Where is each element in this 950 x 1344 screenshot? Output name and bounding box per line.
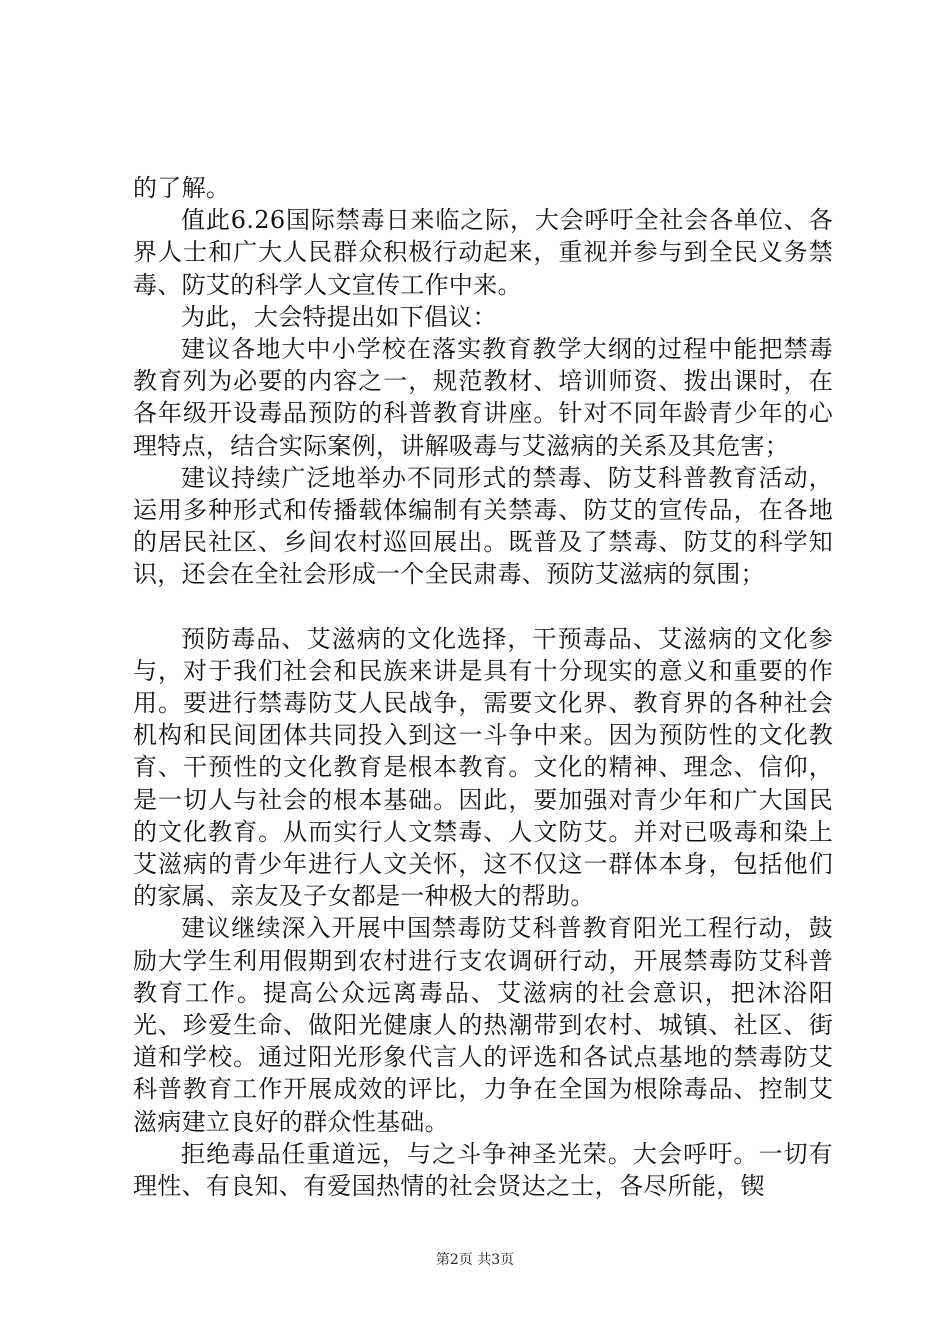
paragraph-school-education: 建议各地大中小学校在落实教育教学大纲的过程中能把禁毒教育列为必要的内容之一，规范教材、培训师资、拨出课时，在各年级开设毒品预防的科普教育讲座。针对不同年龄青少年的心理特点，结合实际案例，讲解吸毒与艾滋病的关系及其危害； (133, 335, 833, 460)
paragraph-closing-appeal: 拒绝毒品任重道远，与之斗争神圣光荣。大会呼吁。一切有理性、有良知、有爱国热情的社会贤达之士，各尽所能，锲 (133, 1139, 833, 1201)
page-number-footer: 第2页 共3页 (435, 1252, 515, 1268)
paragraph-sunshine-project: 建议继续深入开展中国禁毒防艾科普教育阳光工程行动，鼓励大学生利用假期到农村进行支农调研行动，开展禁毒防艾科普教育工作。提高公众远离毒品、艾滋病的社会意识，把沐浴阳光、珍爱生命、做阳光健康人的热潮带到农村、城镇、社区、街道和学校。通过阳光形象代言人的评选和各试点基地的禁毒防艾科普教育工作开展成效的评比，力争在全国为根除毒品、控制艾滋病建立良好的群众性基础。 (133, 914, 833, 1136)
paragraph-cultural-education: 预防毒品、艾滋病的文化选择，干预毒品、艾滋病的文化参与，对于我们社会和民族来讲是具有十分现实的意义和重要的作用。要进行禁毒防艾人民战争，需要文化界、教育界的各种社会机构和民间团体共同投入到这一斗争中来。因为预防性的文化教育、干预性的文化教育是根本教育。文化的精神、理念、信仰，是一切人与社会的根本基础。因此，要加强对青少年和广大国民的文化教育。从而实行人文禁毒、人文防艾。并对已吸毒和染上艾滋病的青少年进行人文关怀，这不仅这一群体本身，包括他们的家属、亲友及子女都是一种极大的帮助。 (133, 624, 833, 911)
paragraph-proposal-intro: 为此，大会特提出如下倡议： (181, 302, 497, 331)
document-body (133, 172, 833, 1202)
paragraph-gap (133, 591, 833, 623)
paragraph-continuation: 的了解。 (133, 174, 231, 202)
paragraph-call-to-action: 值此6.26国际禁毒日来临之际，大会呼吁全社会各单位、各界人士和广大人民群众积极行动起来，重视并参与到全民义务禁毒、防艾的科学人文宣传工作中来。 (133, 206, 833, 299)
paragraph-outreach-activities: 建议持续广泛地举办不同形式的禁毒、防艾科普教育活动，运用多种形式和传播载体编制有关禁毒、防艾的宣传品，在各地的居民社区、乡间农村巡回展出。既普及了禁毒、防艾的科学知识，还会在全社会形成一个全民肃毒、预防艾滋病的氛围； (133, 463, 833, 589)
